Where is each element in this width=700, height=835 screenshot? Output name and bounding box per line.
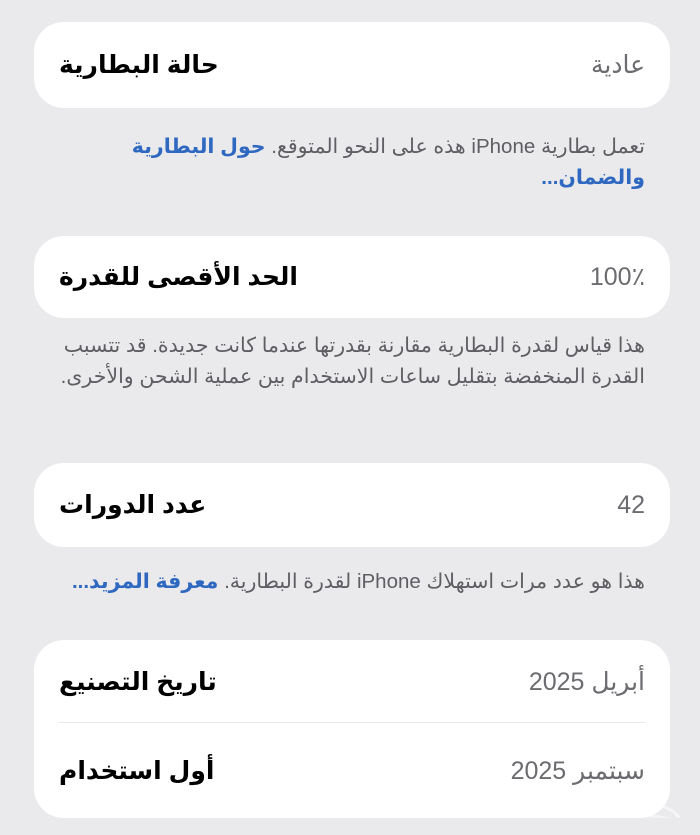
battery-health-label: حالة البطارية <box>59 51 219 79</box>
row-first-use-date <box>34 723 670 818</box>
manufacture-date-label: تاريخ التصنيع <box>59 667 217 696</box>
battery-health-value: عادية <box>590 51 645 79</box>
row-manufacture-date <box>34 640 670 723</box>
row-cycle-count[interactable] <box>34 463 670 547</box>
cycle-count-footer-text: هذا هو عدد مرات استهلاك iPhone لقدرة البطارية. <box>224 570 645 593</box>
learn-more-link[interactable]: معرفة المزيد... <box>71 570 219 593</box>
battery-health-footer-text: تعمل بطارية iPhone هذه على النحو المتوقع. <box>271 135 645 158</box>
battery-health-card <box>34 22 670 108</box>
maximum-capacity-label: الحد الأقصى للقدرة <box>59 263 298 291</box>
maximum-capacity-footer-text: هذا قياس لقدرة البطارية مقارنة بقدرتها عندما كانت جديدة. قد تتسبب القدرة المنخفضة بتقليل ساعات الاستخدام بين عملية الشحن والأخرى. <box>60 334 645 388</box>
cycle-count-card <box>34 463 670 547</box>
maximum-capacity-value: 100٪ <box>589 263 645 291</box>
bottom-edge <box>0 818 700 832</box>
dates-card <box>34 640 670 818</box>
battery-health-footer <box>55 131 645 193</box>
manufacture-date-value: أبريل 2025 <box>528 667 645 696</box>
cycle-count-footer <box>55 566 645 597</box>
maximum-capacity-footer <box>55 330 645 392</box>
about-battery-warranty-link[interactable]: حول البطارية والضمان... <box>131 135 645 189</box>
maximum-capacity-card <box>34 236 670 318</box>
cycle-count-label: عدد الدورات <box>59 491 207 519</box>
cycle-count-value: 42 <box>617 490 645 519</box>
first-use-date-value: سبتمبر 2025 <box>510 756 645 785</box>
row-maximum-capacity[interactable] <box>34 236 670 318</box>
row-battery-health[interactable] <box>34 22 670 108</box>
first-use-date-label: أول استخدام <box>59 756 215 785</box>
